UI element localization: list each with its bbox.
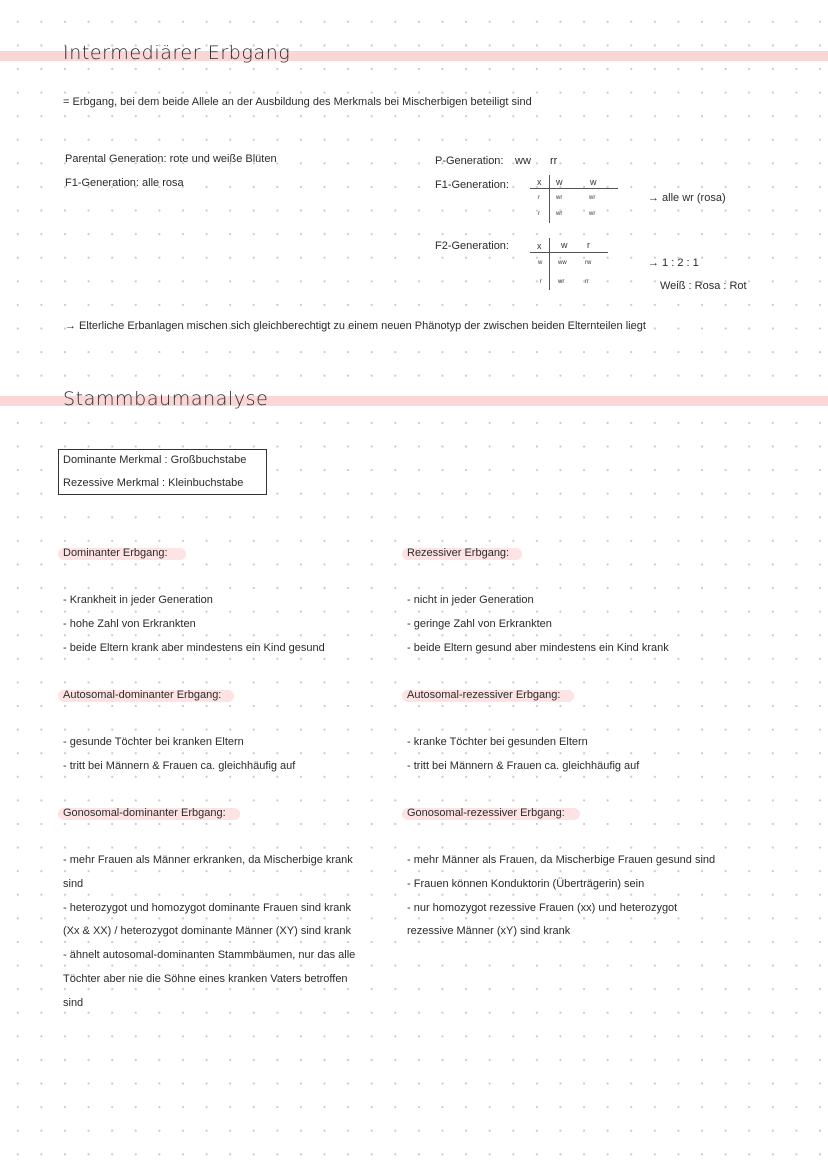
list-item: - heterozygot und homozygot dominante Frauen sind krank: [63, 902, 351, 914]
f1-cell-header: w: [556, 177, 563, 187]
list-item: - geringe Zahl von Erkrankten: [407, 618, 552, 630]
list-item: Töchter aber nie die Söhne eines kranken Vaters betroffen: [63, 973, 348, 985]
parental-generation-text: Parental Generation: rote und weiße Blüten: [65, 153, 277, 165]
heading-gonosomal-rezessiv: Gonosomal-rezessiver Erbgang:: [407, 807, 565, 819]
heading-dominanter-erbgang: Dominanter Erbgang:: [63, 547, 168, 559]
f1-cell-row-label: r: [538, 211, 540, 217]
f1-generation-label: F1-Generation:: [435, 179, 509, 191]
p-generation-label: P-Generation:: [435, 155, 504, 167]
section-title-stammbaumanalyse: Stammbaumanalyse: [63, 388, 269, 410]
f2-cell: wr: [558, 279, 565, 285]
f2-cell: ww: [558, 260, 567, 266]
legend-recessive: Rezessive Merkmal : Kleinbuchstabe: [63, 477, 244, 489]
list-item: - kranke Töchter bei gesunden Eltern: [407, 736, 588, 748]
list-item: rezessive Männer (xY) sind krank: [407, 925, 571, 937]
heading-rezessiver-erbgang: Rezessiver Erbgang:: [407, 547, 510, 559]
heading-autosomal-rezessiv: Autosomal-rezessiver Erbgang:: [407, 689, 561, 701]
list-item: - mehr Frauen als Männer erkranken, da Mischerbige krank: [63, 854, 353, 866]
f1-generation-text: F1-Generation: alle rosa: [65, 177, 184, 189]
legend-dominant: Dominante Merkmal : Großbuchstabe: [63, 454, 247, 466]
list-item: - Frauen können Konduktorin (Überträgerin) sein: [407, 878, 645, 890]
list-item: sind: [63, 878, 84, 890]
list-item: - gesunde Töchter bei kranken Eltern: [63, 736, 244, 748]
f2-phenotype-ratio: Weiß : Rosa : Rot: [660, 280, 747, 292]
list-item: - nicht in jeder Generation: [407, 594, 534, 606]
section-title-intermediaer: Intermediärer Erbgang: [63, 42, 291, 64]
f1-cell: wr: [589, 195, 596, 201]
list-item: - beide Eltern krank aber mindestens ein Kind gesund: [63, 642, 325, 654]
definition-text: = Erbgang, bei dem beide Allele an der Ausbildung des Merkmals bei Mischerbigen beteiligt sind: [63, 96, 532, 108]
heading-autosomal-dominant: Autosomal-dominanter Erbgang:: [63, 689, 222, 701]
list-item: - beide Eltern gesund aber mindestens ein Kind krank: [407, 642, 669, 654]
list-item: - nur homozygot rezessive Frauen (xx) und heterozygot: [407, 902, 678, 914]
p-generation-allele-b: rr: [550, 155, 558, 167]
legend-box: [58, 449, 267, 495]
f1-cell-row-label: r: [538, 195, 540, 201]
f2-cell-row-label: r: [540, 279, 542, 285]
f2-cell: rr: [585, 279, 589, 285]
f1-cell-corner: x: [537, 177, 542, 187]
list-item: - ähnelt autosomal-dominanten Stammbäumen, nur das alle: [63, 949, 356, 961]
list-item: (Xx & XX) / heterozygot dominante Männer (XY) sind krank: [63, 925, 351, 937]
f2-cell-corner: x: [537, 241, 542, 251]
conclusion-text: → Elterliche Erbanlagen mischen sich gleichberechtigt zu einem neuen Phänotyp der zwischen beiden Elternteilen liegt: [65, 320, 646, 332]
f2-cell-header: w: [561, 240, 568, 250]
f1-cell: wr: [556, 195, 563, 201]
p-generation-allele-a: ww: [515, 155, 531, 167]
list-item: - tritt bei Männern & Frauen ca. gleichhäufig auf: [63, 760, 296, 772]
f1-result-text: → alle wr (rosa): [648, 192, 726, 204]
list-item: - Krankheit in jeder Generation: [63, 594, 213, 606]
f2-ratio-text: → 1 : 2 : 1: [648, 257, 699, 269]
list-item: - tritt bei Männern & Frauen ca. gleichhäufig auf: [407, 760, 640, 772]
f1-cell: wr: [556, 211, 563, 217]
f2-cell: rw: [585, 260, 592, 266]
f1-cell-header: w: [590, 177, 597, 187]
list-item: - mehr Männer als Frauen, da Mischerbige Frauen gesund sind: [407, 854, 716, 866]
f2-cell-header: r: [587, 240, 590, 250]
f2-cell-row-label: w: [538, 260, 543, 266]
heading-gonosomal-dominant: Gonosomal-dominanter Erbgang:: [63, 807, 226, 819]
list-item: - hohe Zahl von Erkrankten: [63, 618, 196, 630]
list-item: sind: [63, 997, 84, 1009]
f1-cell: wr: [589, 211, 596, 217]
f2-generation-label: F2-Generation:: [435, 240, 509, 252]
